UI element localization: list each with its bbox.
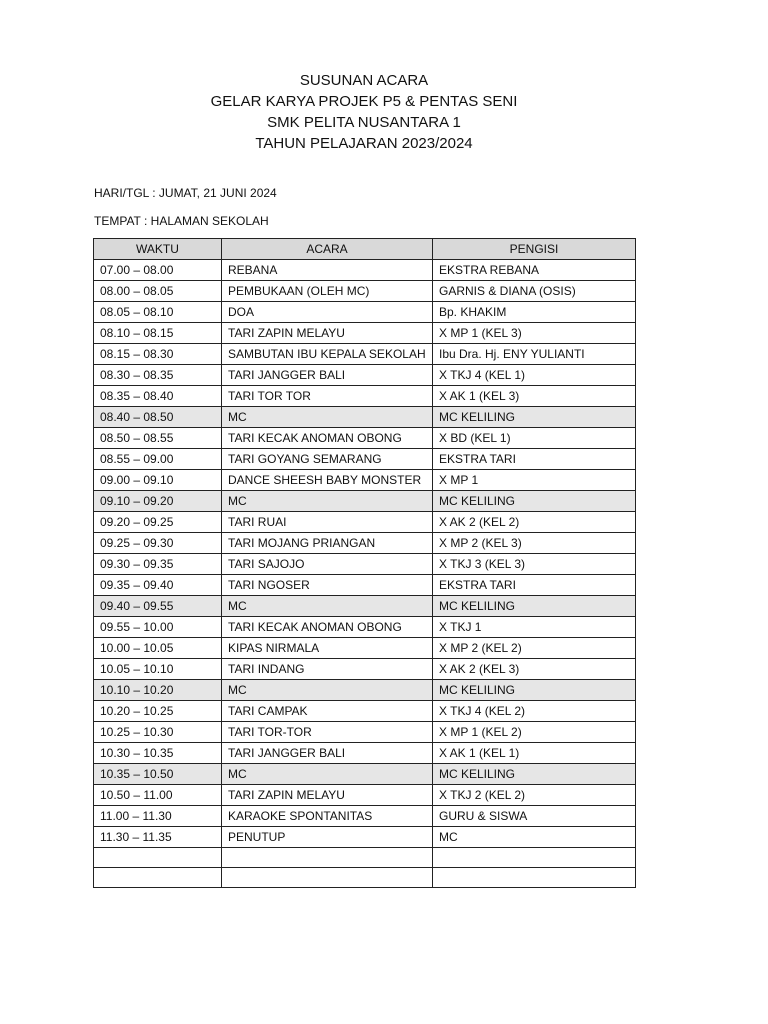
cell-pengisi: X MP 1 (KEL 3)	[433, 323, 636, 344]
cell-waktu	[94, 848, 222, 868]
cell-acara: PENUTUP	[222, 827, 433, 848]
cell-acara: TARI JANGGER BALI	[222, 743, 433, 764]
cell-acara: TARI RUAI	[222, 512, 433, 533]
cell-pengisi: X MP 2 (KEL 2)	[433, 638, 636, 659]
table-row	[94, 344, 636, 365]
cell-waktu: 08.15 – 08.30	[94, 344, 222, 365]
cell-pengisi: Bp. KHAKIM	[433, 302, 636, 323]
table-row	[94, 827, 636, 848]
table-row	[94, 785, 636, 806]
table-row	[94, 449, 636, 470]
cell-waktu: 09.00 – 09.10	[94, 470, 222, 491]
cell-pengisi: X BD (KEL 1)	[433, 428, 636, 449]
cell-acara: TARI CAMPAK	[222, 701, 433, 722]
cell-pengisi: X MP 2 (KEL 3)	[433, 533, 636, 554]
cell-acara: TARI NGOSER	[222, 575, 433, 596]
table-row	[94, 323, 636, 344]
cell-acara: TARI INDANG	[222, 659, 433, 680]
table-row	[94, 260, 636, 281]
cell-waktu: 08.35 – 08.40	[94, 386, 222, 407]
table-header-row	[94, 239, 636, 260]
cell-acara: TARI ZAPIN MELAYU	[222, 323, 433, 344]
cell-waktu: 09.30 – 09.35	[94, 554, 222, 575]
cell-pengisi: X AK 1 (KEL 3)	[433, 386, 636, 407]
cell-pengisi: MC KELILING	[433, 407, 636, 428]
cell-waktu: 09.25 – 09.30	[94, 533, 222, 554]
column-header-waktu: WAKTU	[94, 239, 222, 260]
cell-acara: TARI SAJOJO	[222, 554, 433, 575]
cell-acara: MC	[222, 680, 433, 701]
cell-waktu: 10.05 – 10.10	[94, 659, 222, 680]
table-row	[94, 701, 636, 722]
cell-pengisi: MC	[433, 827, 636, 848]
title-line: GELAR KARYA PROJEK P5 & PENTAS SENI	[210, 93, 518, 110]
table-row	[94, 407, 636, 428]
cell-waktu: 09.40 – 09.55	[94, 596, 222, 617]
cell-waktu: 08.30 – 08.35	[94, 365, 222, 386]
cell-pengisi: Ibu Dra. Hj. ENY YULIANTI	[433, 344, 636, 365]
table-row	[94, 428, 636, 449]
column-header-pengisi: PENGISI	[433, 239, 636, 260]
cell-waktu: 11.30 – 11.35	[94, 827, 222, 848]
cell-pengisi: X MP 1	[433, 470, 636, 491]
cell-acara: TARI KECAK ANOMAN OBONG	[222, 617, 433, 638]
cell-acara: DOA	[222, 302, 433, 323]
cell-pengisi: X TKJ 4 (KEL 2)	[433, 701, 636, 722]
cell-waktu: 10.30 – 10.35	[94, 743, 222, 764]
table-row	[94, 386, 636, 407]
cell-acara	[222, 868, 433, 888]
cell-acara: KARAOKE SPONTANITAS	[222, 806, 433, 827]
table-row	[94, 868, 636, 888]
cell-acara: MC	[222, 596, 433, 617]
event-date: HARI/TGL : JUMAT, 21 JUNI 2024	[94, 186, 277, 200]
cell-acara: REBANA	[222, 260, 433, 281]
table-row	[94, 491, 636, 512]
cell-acara: MC	[222, 491, 433, 512]
cell-pengisi	[433, 848, 636, 868]
cell-waktu: 08.05 – 08.10	[94, 302, 222, 323]
cell-waktu: 10.50 – 11.00	[94, 785, 222, 806]
cell-acara: KIPAS NIRMALA	[222, 638, 433, 659]
cell-pengisi: EKSTRA TARI	[433, 449, 636, 470]
cell-pengisi: X AK 2 (KEL 2)	[433, 512, 636, 533]
cell-waktu: 09.20 – 09.25	[94, 512, 222, 533]
cell-acara: TARI GOYANG SEMARANG	[222, 449, 433, 470]
cell-waktu: 08.10 – 08.15	[94, 323, 222, 344]
cell-pengisi: X TKJ 1	[433, 617, 636, 638]
table-row	[94, 617, 636, 638]
table-row	[94, 638, 636, 659]
title-line: SUSUNAN ACARA	[299, 72, 429, 89]
cell-pengisi: X TKJ 3 (KEL 3)	[433, 554, 636, 575]
cell-pengisi: X AK 1 (KEL 1)	[433, 743, 636, 764]
table-row	[94, 806, 636, 827]
cell-acara: TARI ZAPIN MELAYU	[222, 785, 433, 806]
cell-waktu: 11.00 – 11.30	[94, 806, 222, 827]
cell-acara: SAMBUTAN IBU KEPALA SEKOLAH	[222, 344, 433, 365]
cell-waktu	[94, 868, 222, 888]
cell-acara: DANCE SHEESH BABY MONSTER	[222, 470, 433, 491]
cell-waktu: 10.10 – 10.20	[94, 680, 222, 701]
cell-acara: TARI JANGGER BALI	[222, 365, 433, 386]
cell-acara: TARI MOJANG PRIANGAN	[222, 533, 433, 554]
table-row	[94, 764, 636, 785]
column-header-acara: ACARA	[222, 239, 433, 260]
cell-acara: TARI TOR-TOR	[222, 722, 433, 743]
cell-pengisi: X TKJ 4 (KEL 1)	[433, 365, 636, 386]
cell-pengisi: EKSTRA TARI	[433, 575, 636, 596]
cell-acara: PEMBUKAAN (OLEH MC)	[222, 281, 433, 302]
table-row	[94, 365, 636, 386]
table-row	[94, 512, 636, 533]
table-row	[94, 470, 636, 491]
title-line: SMK PELITA NUSANTARA 1	[267, 114, 461, 131]
cell-pengisi: X AK 2 (KEL 3)	[433, 659, 636, 680]
table-row	[94, 596, 636, 617]
table-row	[94, 575, 636, 596]
document-title	[0, 70, 728, 154]
cell-acara: TARI KECAK ANOMAN OBONG	[222, 428, 433, 449]
cell-pengisi: MC KELILING	[433, 491, 636, 512]
cell-waktu: 07.00 – 08.00	[94, 260, 222, 281]
title-line: TAHUN PELAJARAN 2023/2024	[255, 135, 473, 152]
table-row	[94, 743, 636, 764]
cell-pengisi	[433, 868, 636, 888]
table-row	[94, 554, 636, 575]
cell-pengisi: GARNIS & DIANA (OSIS)	[433, 281, 636, 302]
table-row	[94, 722, 636, 743]
cell-pengisi: MC KELILING	[433, 596, 636, 617]
cell-pengisi: GURU & SISWA	[433, 806, 636, 827]
table-row	[94, 848, 636, 868]
cell-waktu: 10.35 – 10.50	[94, 764, 222, 785]
cell-pengisi: X MP 1 (KEL 2)	[433, 722, 636, 743]
cell-acara: TARI TOR TOR	[222, 386, 433, 407]
cell-waktu: 08.55 – 09.00	[94, 449, 222, 470]
schedule-body	[94, 260, 636, 888]
cell-waktu: 10.00 – 10.05	[94, 638, 222, 659]
cell-acara	[222, 848, 433, 868]
cell-pengisi: X TKJ 2 (KEL 2)	[433, 785, 636, 806]
table-row	[94, 659, 636, 680]
cell-acara: MC	[222, 407, 433, 428]
cell-waktu: 10.20 – 10.25	[94, 701, 222, 722]
schedule-table	[93, 238, 636, 888]
cell-waktu: 08.00 – 08.05	[94, 281, 222, 302]
cell-waktu: 09.10 – 09.20	[94, 491, 222, 512]
cell-pengisi: MC KELILING	[433, 764, 636, 785]
cell-pengisi: EKSTRA REBANA	[433, 260, 636, 281]
cell-waktu: 08.40 – 08.50	[94, 407, 222, 428]
event-place: TEMPAT : HALAMAN SEKOLAH	[94, 214, 269, 228]
cell-pengisi: MC KELILING	[433, 680, 636, 701]
cell-waktu: 08.50 – 08.55	[94, 428, 222, 449]
cell-waktu: 09.35 – 09.40	[94, 575, 222, 596]
table-row	[94, 533, 636, 554]
cell-acara: MC	[222, 764, 433, 785]
cell-waktu: 10.25 – 10.30	[94, 722, 222, 743]
table-row	[94, 281, 636, 302]
cell-waktu: 09.55 – 10.00	[94, 617, 222, 638]
table-row	[94, 680, 636, 701]
table-row	[94, 302, 636, 323]
